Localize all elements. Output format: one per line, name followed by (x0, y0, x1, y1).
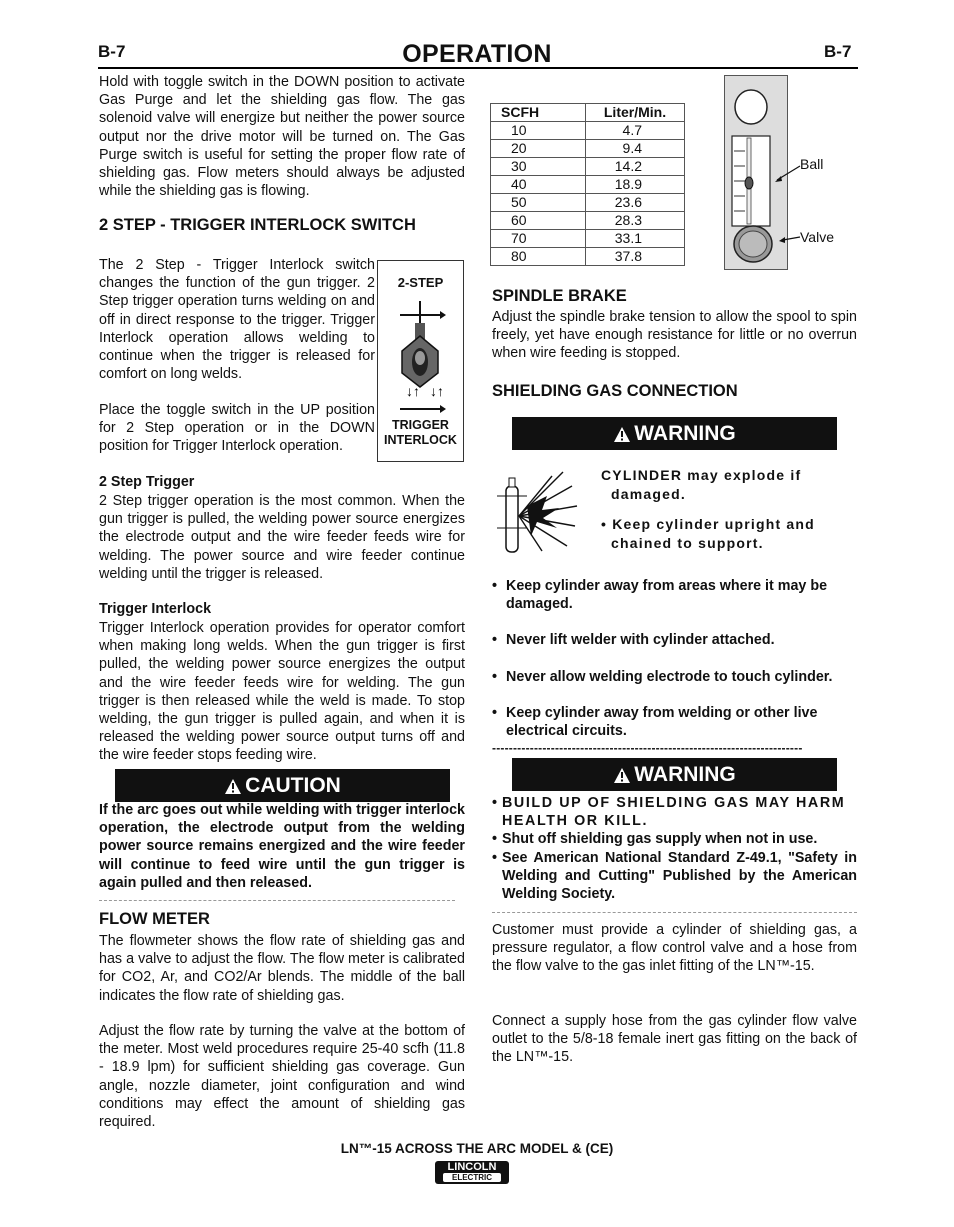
spindle-brake-paragraph: Adjust the spindle brake tension to allow the spool to spin freely, yet have enough resistance for little or no overrun when wire feeding is stopped. (492, 309, 857, 362)
dashed-separator: -------------------------------------------------------------------------- (492, 741, 803, 755)
caution-divider (99, 900, 455, 901)
table-row (491, 122, 685, 140)
logo-bottom-text: ELECTRIC (443, 1173, 501, 1182)
list-item: • See American National Standard Z-49.1, "Safety in Welding and Cutting" Published by the American Welding Society. (492, 849, 857, 903)
table-row (491, 230, 685, 248)
interlock-paragraph-1: The 2 Step - Trigger Interlock switch changes the function of the gun trigger. 2 Step trigger operation turns welding on and off in direct response to the trigger. Trigger Interlock operation allows welding to continue when the trigger is released for comfort on long welds. (99, 257, 375, 383)
cylinder-bullet-line-2: chained to support. (611, 534, 764, 551)
list-item: • BUILD UP OF SHIELDING GAS MAY HARM HEALTH OR KILL. (492, 794, 857, 830)
trigger-interlock-paragraph: Trigger Interlock operation provides for operator comfort when making long welds. When the gun trigger is first pulled, the welding power source energizes the output and the wire feeder feeds wire for welding. The gun trigger is then released while the weld is made. To stop welding, the gun trigger is pulled again, and when it is released the welding power source output turns off and the wire feeder stops feeding wire. (99, 620, 465, 764)
svg-text:↓↑: ↓↑ (406, 383, 420, 399)
list-item-text: Keep cylinder away from areas where it may be damaged. (506, 578, 828, 613)
table-cell-scfh: 60 (491, 212, 586, 230)
table-header-row (491, 104, 685, 122)
cylinder-warning-line-2: damaged. (611, 485, 686, 502)
list-item-text: Never allow welding electrode to touch cylinder. (506, 668, 833, 685)
trigger-interlock-heading: Trigger Interlock (99, 601, 212, 617)
gas-connection-heading: SHIELDING GAS CONNECTION (492, 382, 738, 400)
two-step-paragraph: 2 Step trigger operation is the most common. When the gun trigger is pulled, the welding power source energizes the electrode output and the wire feeder feeds wire for welding. The power source and wire feeder continue welding until the trigger is released. (99, 493, 465, 582)
warning-banner-1 (512, 417, 837, 450)
warning-banner-2 (512, 758, 837, 791)
table-cell-scfh: 70 (491, 230, 586, 248)
cylinder-warning-text (601, 466, 815, 552)
table-cell-liter: 9.4 (586, 140, 685, 158)
switch-label-2-step: 2-STEP (397, 275, 444, 290)
cylinder-bullet-line-1: Keep cylinder upright and (612, 516, 815, 532)
table-cell-liter: 18.9 (586, 176, 685, 194)
footer-model: LN™-15 ACROSS THE ARC MODEL & (CE) (340, 1141, 614, 1156)
list-item: • Never lift welder with cylinder attached. (492, 631, 857, 649)
table-cell-liter: 37.8 (586, 248, 685, 266)
toggle-switch-diagram (377, 260, 464, 462)
switch-label-trigger: TRIGGER (392, 418, 449, 432)
interlock-paragraph-2: Place the toggle switch in the UP position for 2 Step operation or in the DOWN position for Trigger Interlock operation. (99, 402, 375, 455)
warning-triangle-icon (224, 778, 242, 795)
caution-banner (115, 769, 450, 802)
table-cell-scfh: 80 (491, 248, 586, 266)
cylinder-warning-line-1: CYLINDER may explode if (601, 467, 802, 483)
header-rule (98, 67, 858, 69)
table-cell-scfh: 20 (491, 140, 586, 158)
cylinder-explosion-icon (497, 466, 579, 556)
switch-label-interlock: INTERLOCK (384, 433, 457, 447)
table-row (491, 212, 685, 230)
page-number-right: B-7 (824, 42, 852, 61)
warning-divider (492, 912, 857, 913)
cylinder-warning-bullet: • Keep cylinder upright and (601, 516, 815, 532)
page-title: OPERATION (402, 40, 552, 68)
table-row (491, 176, 685, 194)
gas-purge-paragraph: Hold with toggle switch in the DOWN position to activate Gas Purge and let the shielding gas flow. The gas solenoid valve will energize but neither the power source output nor the drive motor will be turned on. The Gas Purge switch is useful for setting the proper flow rate of shielding gas. Flow meters should always be adjusted while the shielding gas is flowing. (99, 74, 465, 200)
list-item-text: Never lift welder with cylinder attached. (506, 632, 775, 649)
caution-label: CAUTION (245, 774, 341, 797)
list-item-text: BUILD UP OF SHIELDING GAS MAY HARM HEALTH OR KILL. (502, 795, 846, 830)
flow-meter-heading: FLOW METER (99, 910, 210, 928)
lincoln-electric-logo (435, 1161, 509, 1184)
column-header-scfh: SCFH (491, 104, 586, 122)
table-row (491, 194, 685, 212)
warning-label-2: WARNING (634, 763, 736, 786)
flow-meter-paragraph-2: Adjust the flow rate by turning the valve at the bottom of the meter. Most weld procedures require 25-40 scfh (11.8 - 18.9 lpm) for sufficient shielding gas coverage. Gun angle, nozzle diameter, joint configuration and wind conditions may effect the amount of shielding gas required. (99, 1023, 465, 1131)
column-header-liter: Liter/Min. (586, 104, 685, 122)
table-cell-liter: 23.6 (586, 194, 685, 212)
meter-valve-label: Valve (800, 229, 834, 245)
table-row (491, 248, 685, 266)
logo-top-text: LINCOLN (447, 1161, 497, 1173)
list-item-text: See American National Standard Z-49.1, "Safety in Welding and Cutting" Published by the American Welding Society. (502, 849, 857, 903)
table-cell-scfh: 40 (491, 176, 586, 194)
table-row (491, 140, 685, 158)
list-item: • Keep cylinder away from welding or other live electrical circuits. (492, 704, 857, 740)
table-cell-scfh: 30 (491, 158, 586, 176)
flow-conversion-table (490, 103, 685, 266)
table-cell-scfh: 10 (491, 122, 586, 140)
interlock-heading: 2 STEP - TRIGGER INTERLOCK SWITCH (99, 216, 416, 234)
spindle-brake-heading: SPINDLE BRAKE (492, 287, 627, 305)
table-cell-scfh: 50 (491, 194, 586, 212)
meter-ball-label: Ball (800, 156, 824, 172)
warning-label-1: WARNING (634, 422, 736, 445)
list-item-text: Shut off shielding gas supply when not in use. (502, 831, 818, 848)
connection-paragraph-1: Customer must provide a cylinder of shielding gas, a pressure regulator, a flow control valve and a hose from the flow valve to the gas inlet fitting of the LN™-15. (492, 922, 857, 975)
list-item: • Never allow welding electrode to touch cylinder. (492, 668, 857, 686)
table-cell-liter: 28.3 (586, 212, 685, 230)
warning-triangle-icon (613, 426, 631, 443)
switch-label-trigger-interlock (378, 418, 463, 448)
list-item: • Shut off shielding gas supply when not in use. (492, 830, 857, 848)
flow-meter-paragraph-1: The flowmeter shows the flow rate of shielding gas and has a valve to adjust the flow. The flow meter is calibrated for CO2, Ar, and CO2/Ar blends. The middle of the ball indicates the flow rate of shielding gas. (99, 933, 465, 1004)
connection-paragraph-2: Connect a supply hose from the gas cylinder flow valve outlet to the 5/8-18 female inert gas fitting on the back of the LN™-15. (492, 1013, 857, 1066)
svg-text:↓↑: ↓↑ (430, 383, 444, 399)
list-item: • Keep cylinder away from areas where it may be damaged. (492, 577, 857, 613)
caution-text: If the arc goes out while welding with trigger interlock operation, the electrode output from the welding power source remains energized and the wire feeder will continue to feed wire until the gun trigger is again pulled and then released. (99, 802, 465, 891)
warning-triangle-icon (613, 767, 631, 784)
table-cell-liter: 4.7 (586, 122, 685, 140)
cylinder-bullet-list (492, 577, 857, 740)
list-item-text: Keep cylinder away from welding or other live electrical circuits. (506, 704, 818, 740)
table-row (491, 158, 685, 176)
page-number-left: B-7 (98, 42, 126, 61)
table-cell-liter: 14.2 (586, 158, 685, 176)
table-cell-liter: 33.1 (586, 230, 685, 248)
gas-warning-list (492, 794, 857, 903)
two-step-heading: 2 Step Trigger (99, 474, 195, 490)
